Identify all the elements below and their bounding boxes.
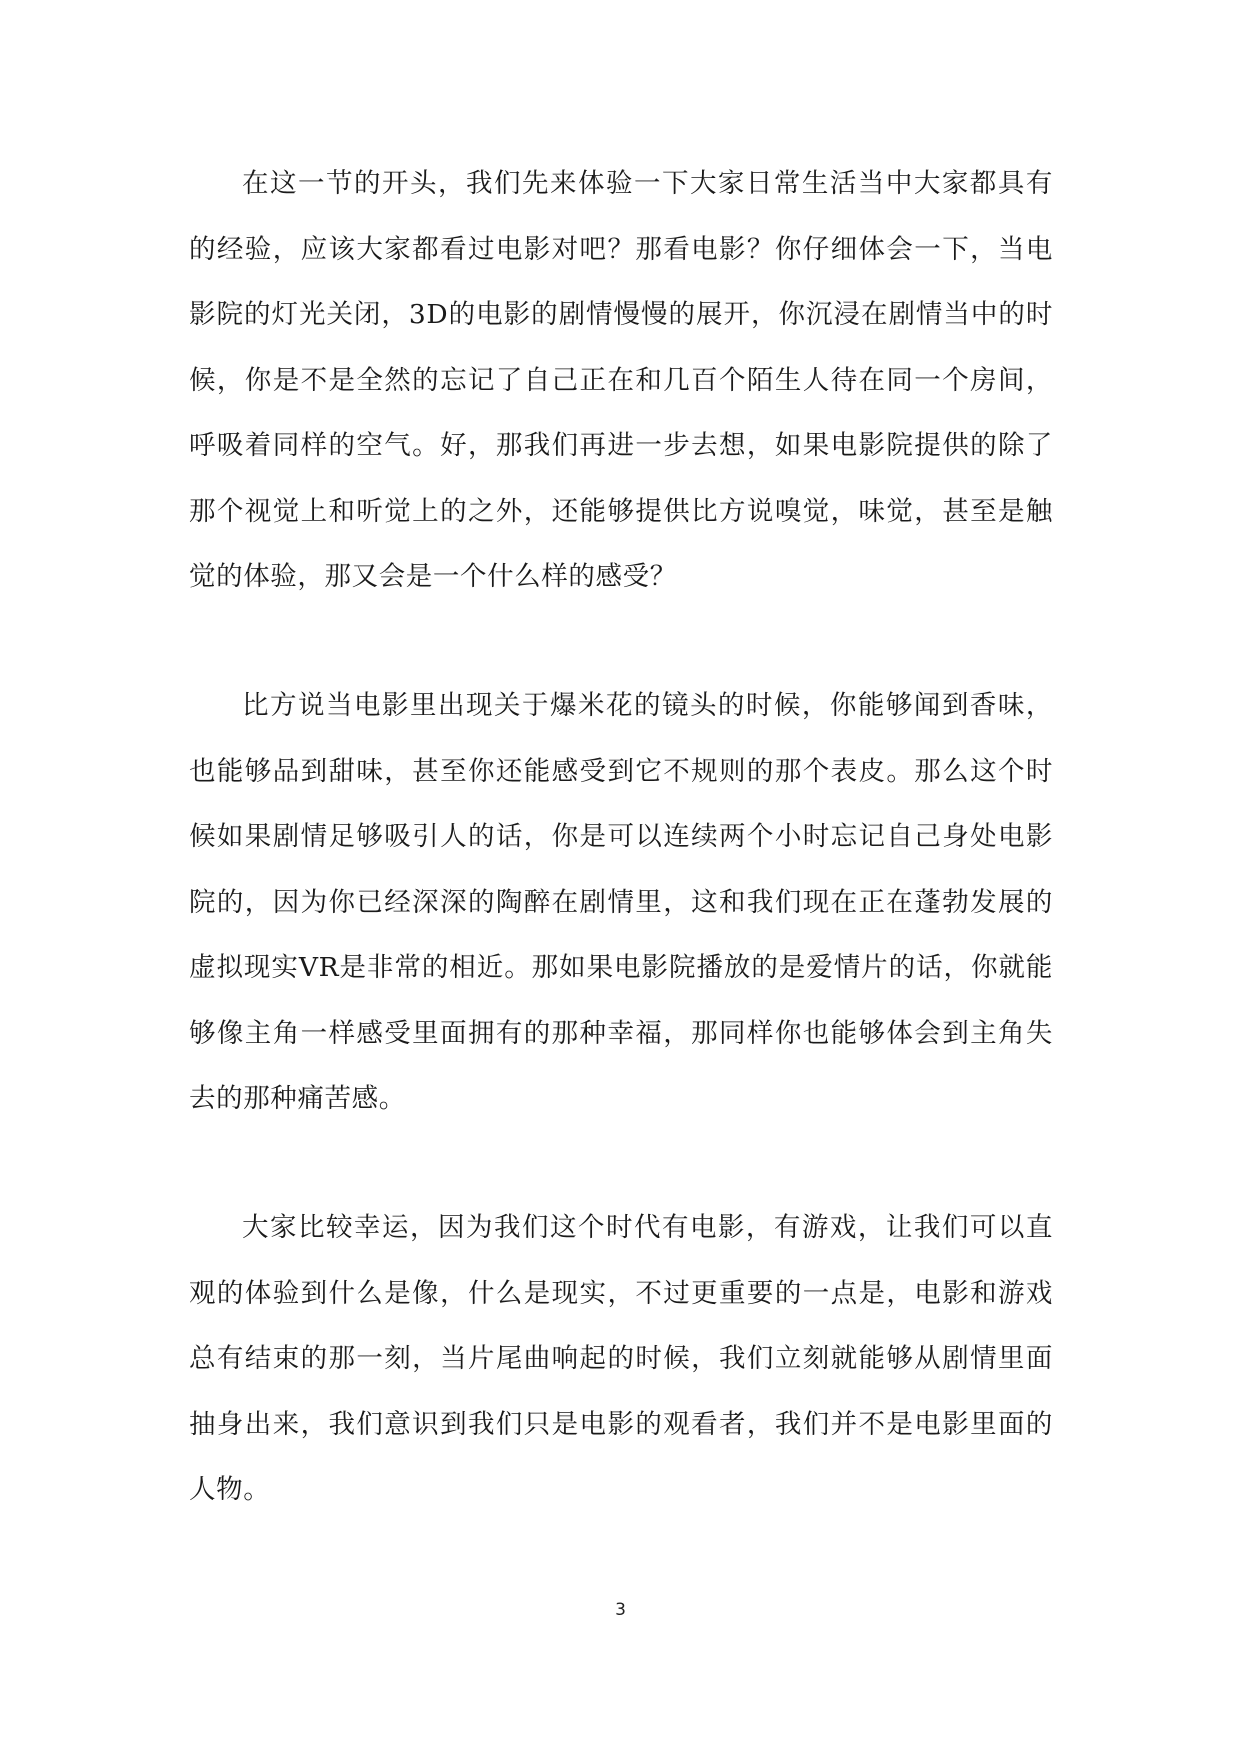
page-number: 3 (615, 1600, 626, 1620)
body-paragraph-2: 比方说当电影里出现关于爆米花的镜头的时候，你能够闻到香味，也能够品到甜味，甚至你还能感受到它不规则的那个表皮。那么这个时候如果剧情足够吸引人的话，你是可以连续两个小时忘记自己身处电影院的，因为你已经深深的陶醉在剧情里，这和我们现在正在蓬勃发展的虚拟现实VR是非常的相近。那如果电影院播放的是爱情片的话，你就能够像主角一样感受里面拥有的那种幸福，那同样你也能够体会到主角失去的那种痛苦感。 (189, 690, 1053, 1114)
body-paragraph-3: 大家比较幸运，因为我们这个时代有电影，有游戏，让我们可以直观的体验到什么是像，什么是现实，不过更重要的一点是，电影和游戏总有结束的那一刻，当片尾曲响起的时候，我们立刻就能够从剧情里面抽身出来，我们意识到我们只是电影的观看者，我们并不是电影里面的人物。 (189, 1212, 1053, 1505)
body-paragraph-1: 在这一节的开头，我们先来体验一下大家日常生活当中大家都具有的经验，应该大家都看过电影对吧？那看电影？你仔细体会一下，当电影院的灯光关闭，3D的电影的剧情慢慢的展开，你沉浸在剧情当中的时候，你是不是全然的忘记了自己正在和几百个陌生人待在同一个房间，呼吸着同样的空气。好，那我们再进一步去想，如果电影院提供的除了那个视觉上和听觉上的之外，还能够提供比方说嗅觉，味觉，甚至是触觉的体验，那又会是一个什么样的感受？ (189, 168, 1053, 592)
